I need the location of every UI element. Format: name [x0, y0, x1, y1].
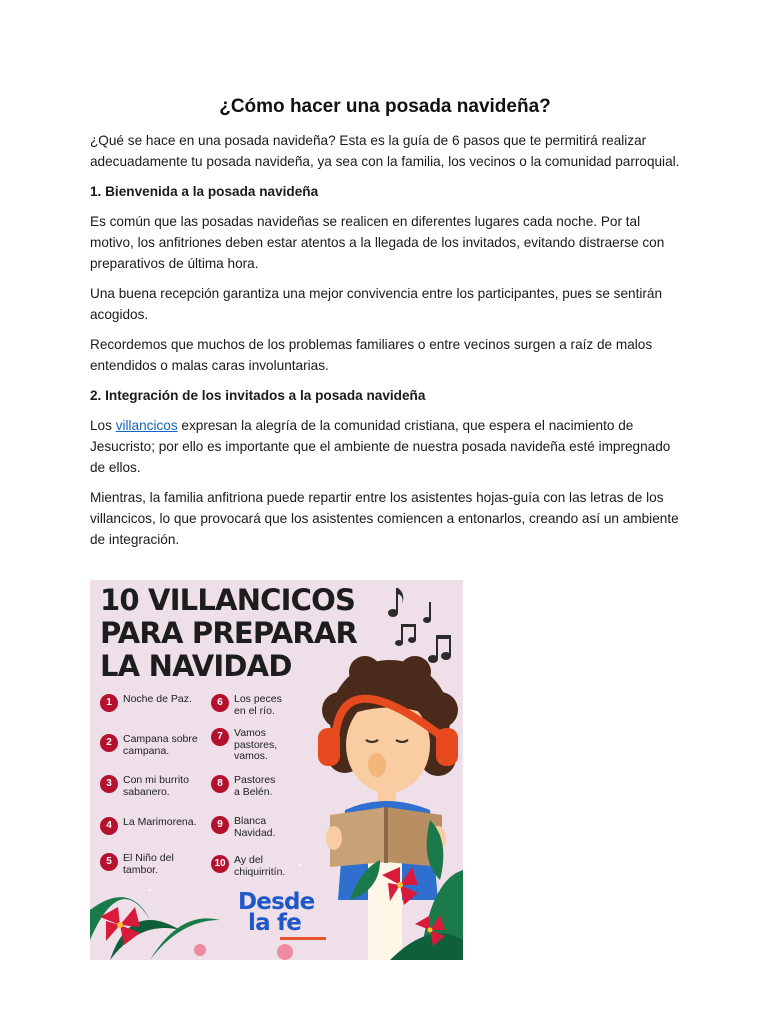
poster-title-line-1: 10 VILLANCICOS	[100, 583, 356, 617]
song-number-badge: 2	[100, 734, 118, 752]
song-item	[211, 728, 284, 763]
page-title: ¿Cómo hacer una posada navideña?	[219, 96, 551, 117]
section-2-text-before-link: Los	[90, 418, 116, 433]
song-item	[211, 775, 284, 798]
poster-title-line-3: LA NAVIDAD	[100, 649, 292, 683]
brand-line-1: Desde	[238, 889, 315, 915]
song-title: Ay del chiquirritín.	[234, 854, 286, 878]
song-number-badge: 8	[211, 775, 229, 793]
song-item	[100, 694, 205, 712]
song-number-badge: 4	[100, 817, 118, 835]
section-2-paragraph-2: Mientras, la familia anfitriona puede repartir entre los asistentes hojas-guía con las letras de los villancicos, lo que provocará que los asistentes comiencen a entonarlos, creando así un ambiente de integración.	[90, 490, 679, 547]
song-number-badge: 3	[100, 775, 118, 793]
song-number-badge: 7	[211, 728, 229, 746]
poster-title	[100, 584, 357, 683]
song-number-badge: 5	[100, 853, 118, 871]
song-title: La Marimorena.	[123, 816, 197, 828]
song-number-badge: 1	[100, 694, 118, 712]
section-1-paragraph-3: Recordemos que muchos de los problemas familiares o entre vecinos surgen a raíz de malos entendidos o malas caras involuntarias.	[90, 337, 653, 373]
desde-la-fe-logo	[238, 889, 315, 936]
song-item	[100, 853, 205, 876]
song-title: Los peces en el río.	[234, 693, 282, 717]
brand-underline	[280, 937, 326, 940]
song-title: Blanca Navidad.	[234, 815, 276, 839]
song-item	[211, 855, 296, 878]
section-1-heading: 1. Bienvenida a la posada navideña	[90, 184, 319, 199]
section-2-paragraph-1	[90, 415, 680, 478]
song-item	[211, 694, 294, 717]
villancicos-poster-image	[90, 580, 463, 960]
poster-title-line-2: PARA PREPARAR	[100, 616, 358, 650]
section-2-text-after-link: expresan la alegría de la comunidad cristiana, que espera el nacimiento de Jesucristo; por ello es importante que el ambiente de nuestra posada navideña esté impregnado de ellos.	[90, 418, 671, 475]
song-title: Vamos pastores, vamos.	[234, 727, 278, 762]
song-item	[100, 817, 205, 835]
song-item	[211, 816, 284, 839]
song-item	[100, 775, 205, 798]
brand-line-2: la fe	[248, 910, 302, 936]
intro-paragraph: ¿Qué se hace en una posada navideña? Esta es la guía de 6 pasos que te permitirá realizar adecuadamente tu posada navideña, ya sea con la familia, los vecinos o la comunidad parroquial.	[90, 133, 680, 169]
song-item	[100, 734, 205, 757]
section-1-paragraph-2: Una buena recepción garantiza una mejor convivencia entre los participantes, pues se sentirán acogidos.	[90, 286, 663, 322]
song-title: Campana sobre campana.	[123, 733, 198, 757]
song-title: El Niño del tambor.	[123, 852, 174, 876]
song-number-badge: 10	[211, 855, 229, 873]
song-title: Con mi burrito sabanero.	[123, 774, 189, 798]
music-notes-icon	[388, 588, 451, 663]
villancicos-link[interactable]: villancicos	[115, 418, 178, 433]
song-number-badge: 6	[211, 694, 229, 712]
song-number-badge: 9	[211, 816, 229, 834]
section-2-heading: 2. Integración de los invitados a la posada navideña	[90, 388, 426, 403]
song-title: Pastores a Belén.	[234, 774, 276, 798]
song-title: Noche de Paz.	[123, 693, 192, 705]
document-page	[90, 90, 680, 559]
section-1-paragraph-1: Es común que las posadas navideñas se realicen en diferentes lugares cada noche. Por tal motivo, los anfitriones deben estar atentos a la llegada de los invitados, evitando distraerse con preparativos de última hora.	[90, 214, 665, 271]
